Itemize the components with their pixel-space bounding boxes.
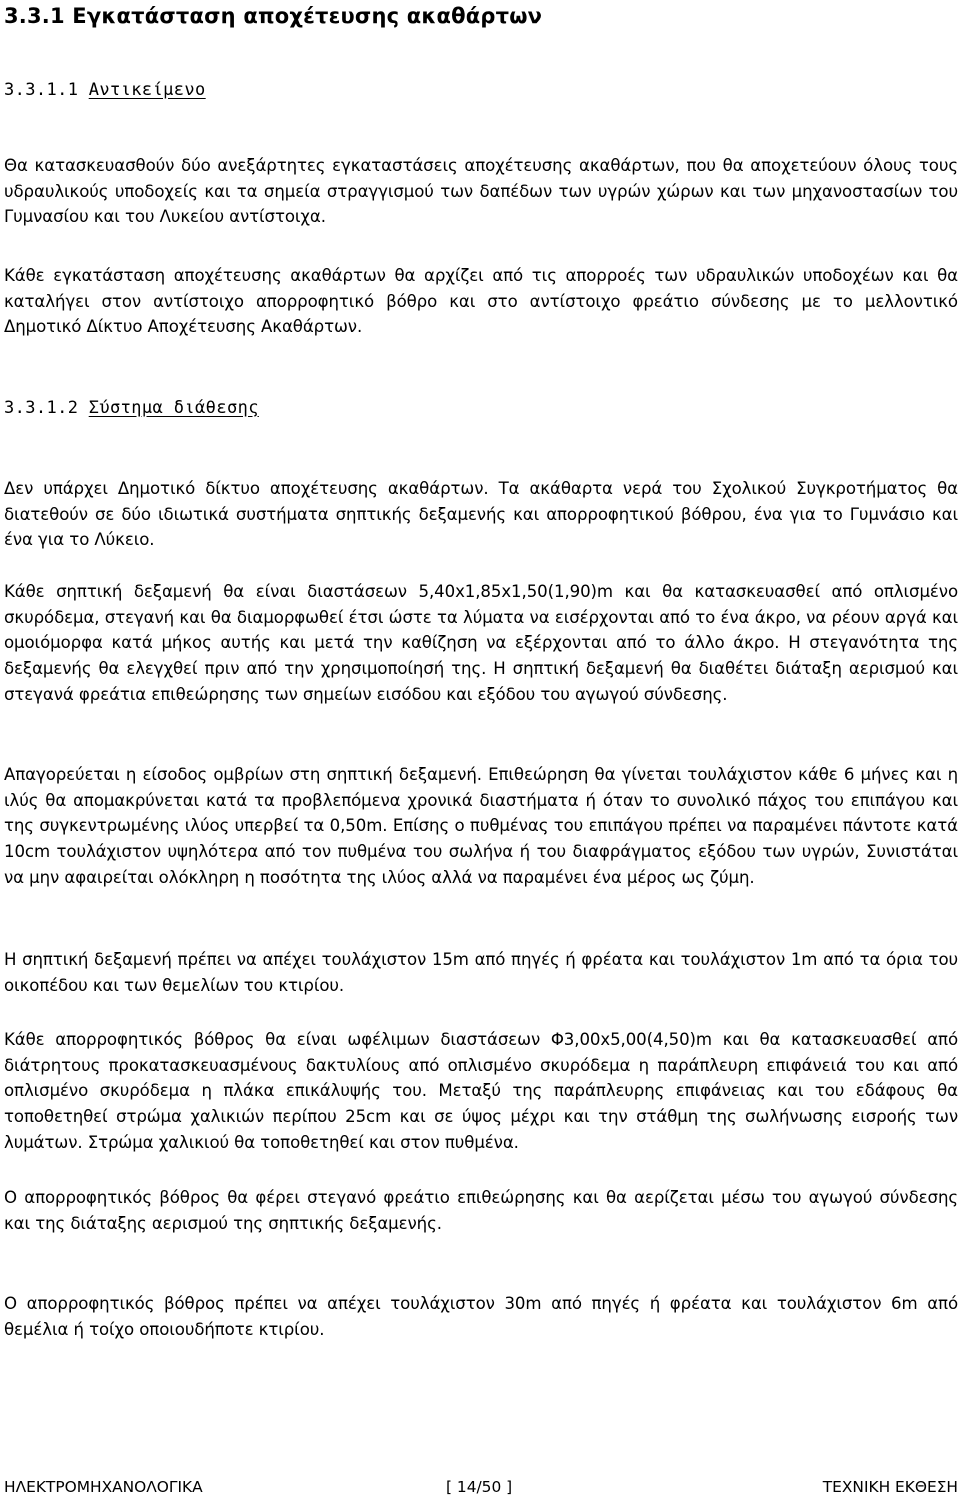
- footer-right: ΤΕΧΝΙΚΗ ΕΚΘΕΣΗ: [822, 1478, 958, 1496]
- paragraph-5: Απαγορεύεται η είσοδος ομβρίων στη σηπτική δεξαμενή. Επιθεώρηση θα γίνεται τουλάχιστον κάθε 6 μήνες και η ιλύς θα απομακρύνεται κατά τα προβλεπόμενα χρονικά διαστήματα ή όταν το συνολικό πάχος του επιπάγου και της συγκεντρωμένης ιλύος υπερβεί τα 0,50m. Επίσης ο πυθμένας του επιπάγου πρέπει να παραμένει πάντοτε κατά 10cm τουλάχιστον υψηλότερα από τον πυθμένα του σωλήνα ή του διαφράγματος εξόδου των υγρών, Συνιστάται να μην αφαιρείται ολόκληρη η ποσότητα της ιλύος αλλά να παραμένει ένα μέρος ως ζύμη.: [4, 765, 958, 887]
- subsection-heading-disposal: [4, 398, 259, 418]
- subsection-heading-object: [4, 80, 206, 100]
- subsection-number: 3.3.1.1: [4, 80, 79, 100]
- paragraph-7: Κάθε απορροφητικός βόθρος θα είναι ωφέλιμων διαστάσεων Φ3,00x5,00(4,50)m και θα κατασκευασθεί από διάτρητους προκατασκευασμένους δακτυλίους από οπλισμένο σκυρόδεμα η παράπλευρη επιφάνειά του και από οπλισμένο σκυρόδεμα η πλάκα επικάλυψής του. Μεταξύ της παράπλευρης επιφάνειας και του εδάφους θα τοποθετηθεί στρώμα χαλικιών περίπου 25cm και σε ύψος μέχρι και την στάθμη της σωλήνωσης εισροής των λυμάτων. Στρώμα χαλικιού θα τοποθετηθεί και στον πυθμένα.: [4, 1030, 958, 1152]
- paragraph-6: Η σηπτική δεξαμενή πρέπει να απέχει τουλάχιστον 15m από πηγές ή φρέατα και τουλάχιστον 1m από τα όρια του οικοπέδου και των θεμελίων του κτιρίου.: [4, 950, 958, 995]
- subsection-number: 3.3.1.2: [4, 398, 79, 418]
- paragraph-8: Ο απορροφητικός βόθρος θα φέρει στεγανό φρεάτιο επιθεώρησης και θα αερίζεται μέσω του αγωγού σύνδεσης και της διάταξης αερισμού της σηπτικής δεξαμενής.: [4, 1188, 958, 1233]
- page-number: [ 14/50 ]: [446, 1478, 513, 1496]
- footer-left: ΗΛΕΚΤΡΟΜΗΧΑΝΟΛΟΓΙΚΑ: [4, 1478, 203, 1496]
- subsection-title: Αντικείμενο: [88, 80, 206, 100]
- paragraph-1: Θα κατασκευασθούν δύο ανεξάρτητες εγκαταστάσεις αποχέτευσης ακαθάρτων, που θα αποχετεύουν όλους τους υδραυλικούς υποδοχείς και τα σημεία στραγγισμού των δαπέδων των υγρών χώρων και των μηχανοστασίων του Γυμνασίου και του Λυκείου αντίστοιχα.: [4, 156, 958, 227]
- paragraph-4: Κάθε σηπτική δεξαμενή θα είναι διαστάσεων 5,40x1,85x1,50(1,90)m και θα κατασκευασθεί από οπλισμένο σκυρόδεμα, στεγανή και θα διαμορφωθεί έτσι ώστε τα λύματα να εισέρχονται από το ένα άκρο, να ρέουν αργά και ομοιόμορφα κατά μήκος αυτής και μετά την καθίζηση να εξέρχονται από το άλλο άκρο. Η στεγανότητα της δεξαμενής θα ελεγχθεί πριν από την χρησιμοποίησή της. Η σηπτική δεξαμενή θα διαθέτει διάταξη αερισμού και στεγανά φρεάτια επιθεώρησης των σημείων εισόδου και εξόδου του αγωγού σύνδεσης.: [4, 582, 958, 704]
- paragraph-9: Ο απορροφητικός βόθρος πρέπει να απέχει τουλάχιστον 30m από πηγές ή φρέατα και τουλάχιστον 6m από θεμέλια ή τοίχο οποιουδήποτε κτιρίου.: [4, 1294, 958, 1339]
- paragraph-3: Δεν υπάρχει Δημοτικό δίκτυο αποχέτευσης ακαθάρτων. Τα ακάθαρτα νερά του Σχολικού Συγκροτήματος θα διατεθούν σε δύο ιδιωτικά συστήματα σηπτικής δεξαμενής και απορροφητικού βόθρου, ένα για το Γυμνάσιο και ένα για το Λύκειο.: [4, 479, 958, 550]
- subsection-title: Σύστημα διάθεσης: [88, 398, 259, 418]
- section-heading: 3.3.1 Εγκατάσταση αποχέτευσης ακαθάρτων: [4, 4, 543, 28]
- paragraph-2: Κάθε εγκατάσταση αποχέτευσης ακαθάρτων θα αρχίζει από τις απορροές των υδραυλικών υποδοχέων και θα καταλήγει στον αντίστοιχο απορροφητικό βόθρο και στο αντίστοιχο φρεάτιο σύνδεσης με το μελλοντικό Δημοτικό Δίκτυο Αποχέτευσης Ακαθάρτων.: [4, 266, 958, 337]
